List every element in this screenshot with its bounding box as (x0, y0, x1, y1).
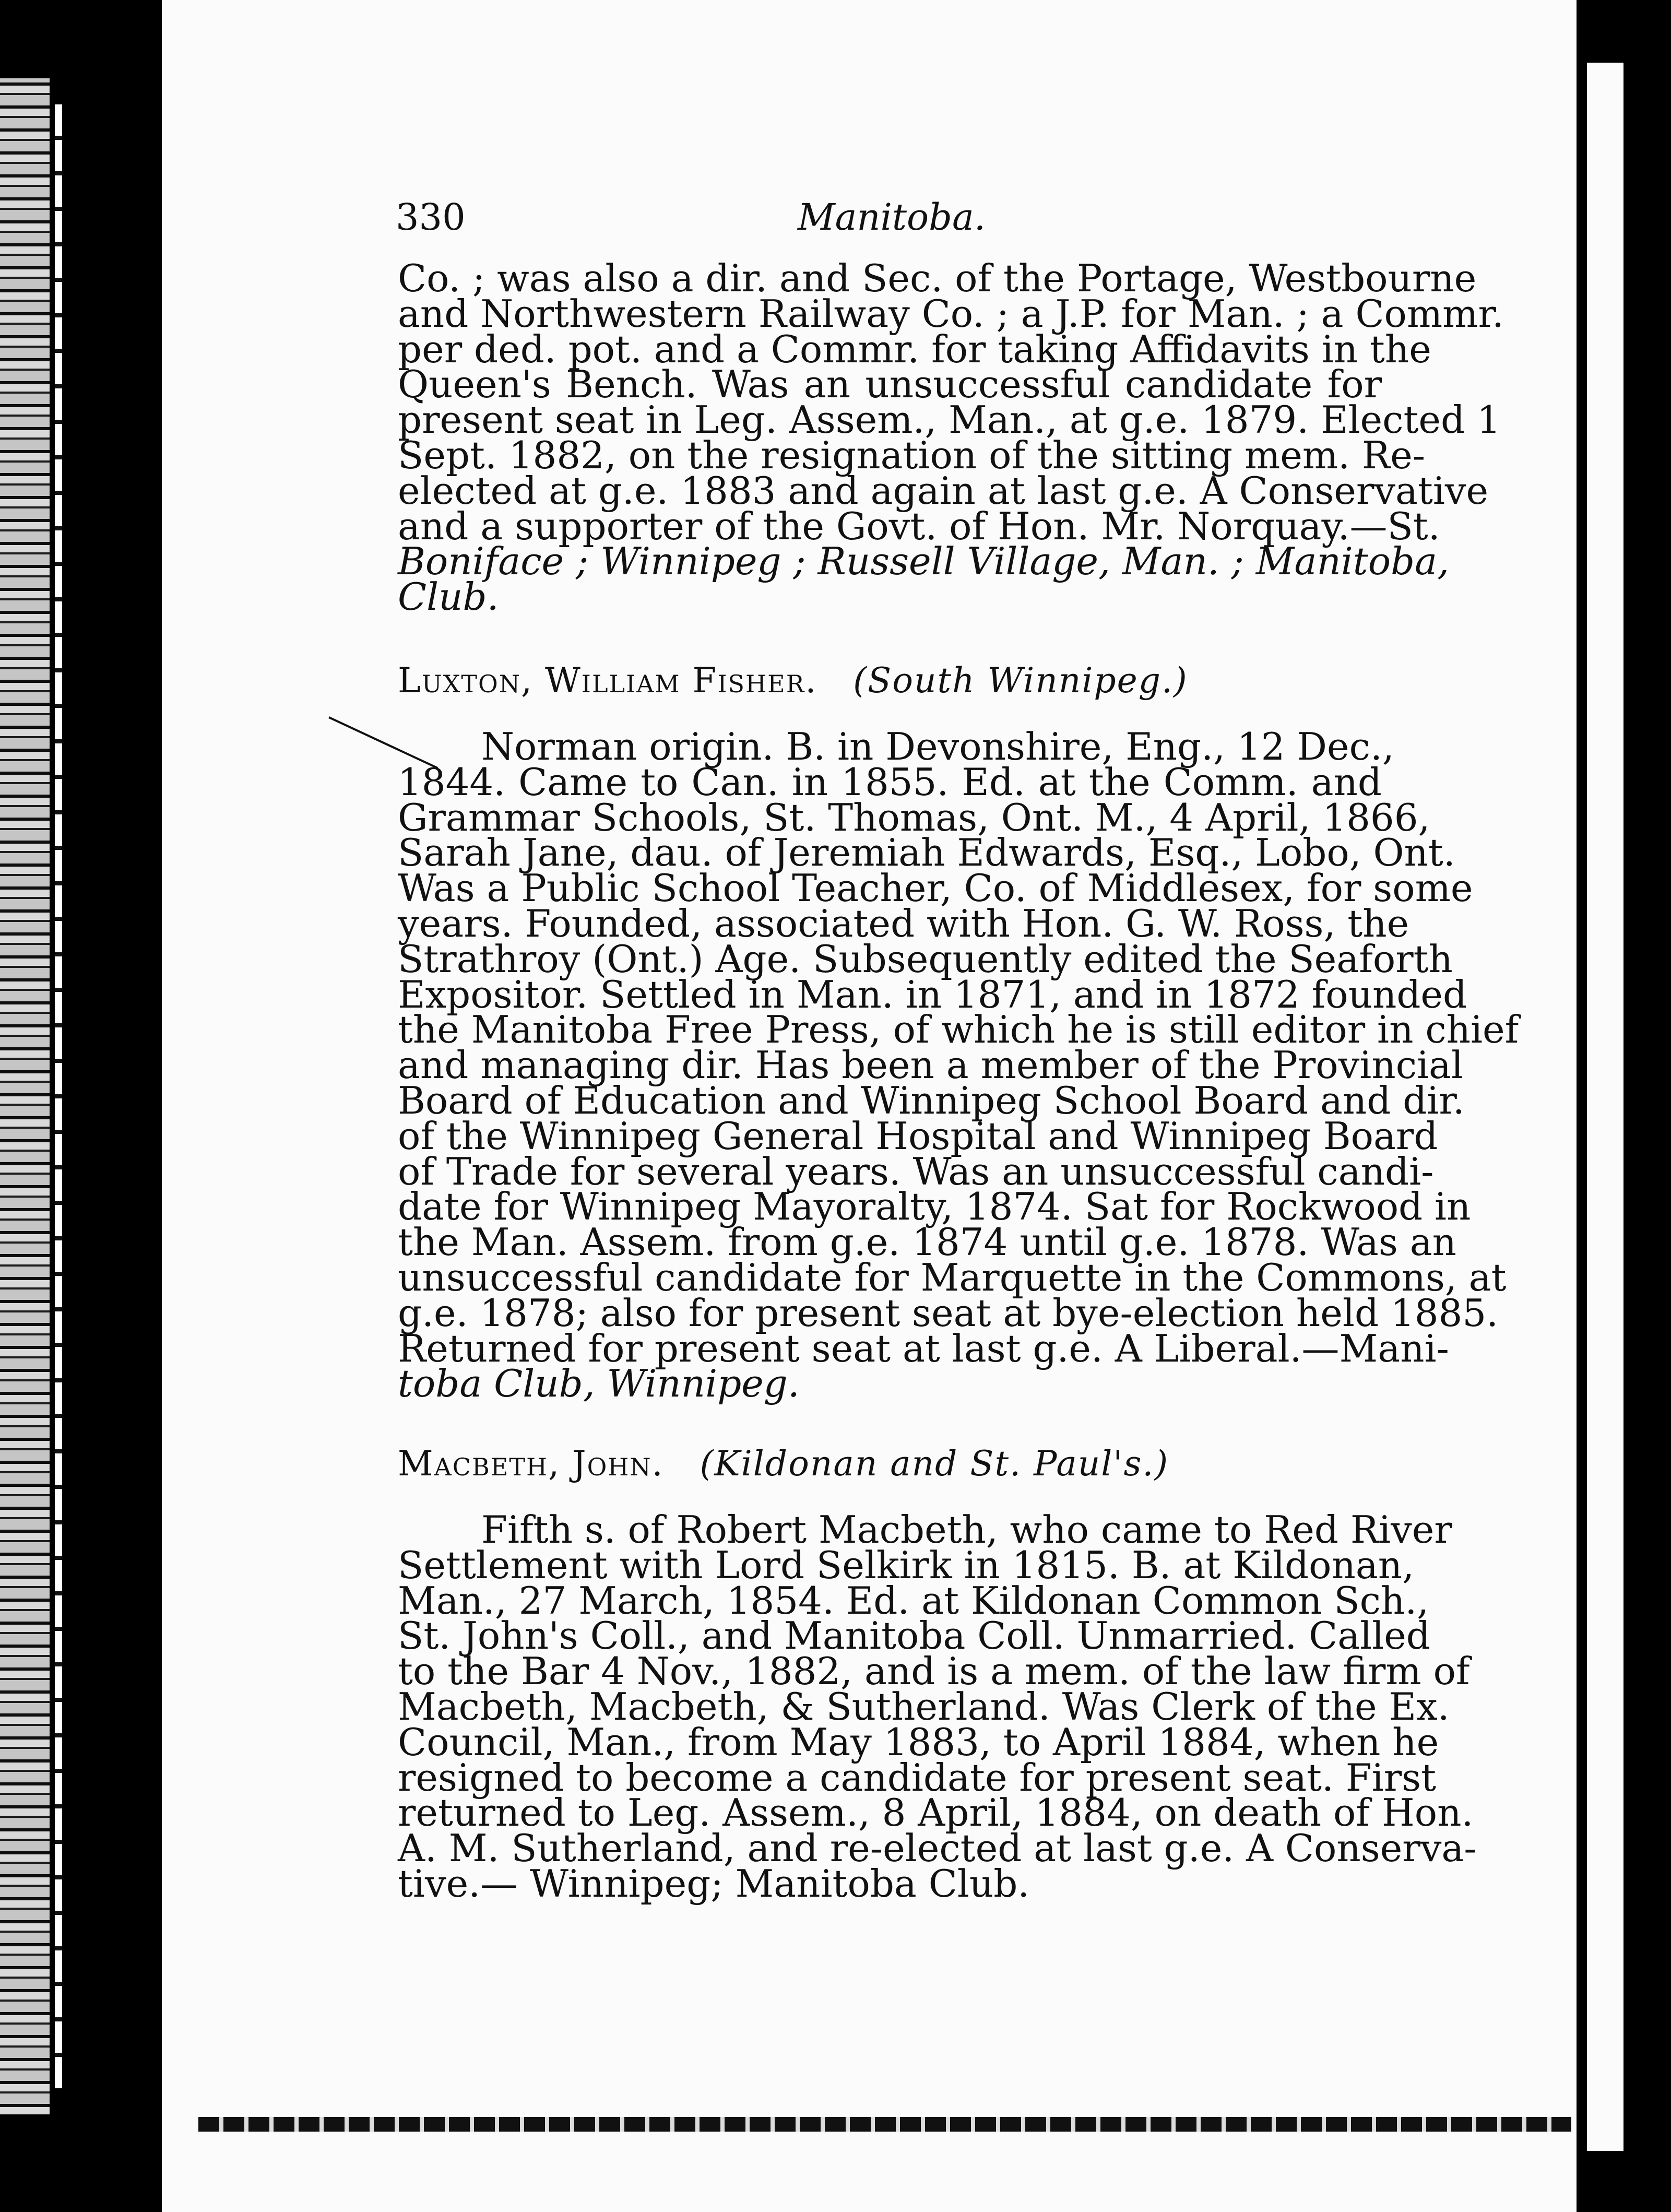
text-line: Settlement with Lord Selkirk in 1815. B. at Kildonan, (398, 1543, 1415, 1587)
text-line: Man., 27 March, 1854. Ed. at Kildonan Common Sch., (398, 1578, 1429, 1623)
text-line: St. John's Coll., and Manitoba Coll. Unmarried. Called (398, 1614, 1430, 1658)
text-line: Sarah Jane, dau. of Jeremiah Edwards, Esq., Lobo, Ont. (398, 831, 1455, 875)
text-line: the Man. Assem. from g.e. 1874 until g.e. 1878. Was an (398, 1220, 1456, 1264)
text-line: Fifth s. of Robert Macbeth, who came to Red River (481, 1508, 1452, 1552)
text-line: date for Winnipeg Mayoralty, 1874. Sat for Rockwood in (398, 1185, 1471, 1229)
entry-name: Macbeth, John. (398, 1444, 664, 1484)
binding-edge-inner (55, 104, 62, 2088)
text-line: resigned to become a candidate for present seat. First (398, 1755, 1436, 1800)
entry-body-luxton (398, 725, 1519, 1406)
page-header (396, 180, 1380, 238)
text-line: Council, Man., from May 1883, to April 1884, when he (398, 1720, 1439, 1764)
text-line: Strathroy (Ont.) Age. Subsequently edited the Seaforth (398, 937, 1453, 981)
right-margin-strip (1587, 63, 1623, 2151)
page-number: 330 (396, 196, 466, 239)
text-line: the Manitoba Free Press, of which he is still editor in chief (398, 1008, 1519, 1052)
text-line: Board of Education and Winnipeg School Board and dir. (398, 1078, 1465, 1122)
bottom-edge (198, 2117, 1571, 2132)
text-line: of the Winnipeg General Hospital and Winnipeg Board (398, 1114, 1438, 1158)
entry-constituency: (Kildonan and St. Paul's.) (700, 1444, 1169, 1484)
text-line: of Trade for several years. Was an unsuccessful candi- (398, 1149, 1434, 1193)
text-line: Norman origin. B. in Devonshire, Eng., 12 Dec., (481, 725, 1394, 768)
text-line: and Northwestern Railway Co. ; a J.P. for Man. ; a Commr. (398, 291, 1504, 336)
text-line: Macbeth, Macbeth, & Sutherland. Was Clerk of the Ex. (398, 1684, 1450, 1729)
text-line: Grammar Schools, St. Thomas, Ont. M., 4 April, 1866, (398, 795, 1430, 839)
text-line: returned to Leg. Assem., 8 April, 1884, on death of Hon. (398, 1791, 1474, 1835)
text-line: Sept. 1882, on the resignation of the sitting mem. Re- (398, 433, 1426, 477)
text-line: Co. ; was also a dir. and Sec. of the Portage, Westbourne (398, 256, 1477, 300)
entry-heading-macbeth (398, 1444, 1169, 1484)
continuation-paragraph (398, 256, 1504, 619)
entry-heading-luxton (398, 660, 1188, 701)
text-line: elected at g.e. 1883 and again at last g.e. A Conservative (398, 468, 1489, 513)
text-line: unsuccessful candidate for Marquette in the Commons, at (398, 1255, 1507, 1299)
text-line: and a supporter of the Govt. of Hon. Mr. Norquay.—St. (398, 504, 1440, 548)
text-line: years. Founded, associated with Hon. G. W. Ross, the (398, 901, 1409, 945)
text-line: A. M. Sutherland, and re-elected at last g.e. A Conserva- (398, 1826, 1477, 1871)
text-line: Queen's Bench. Was an unsuccessful candidate for (398, 362, 1382, 407)
text-line: tive.— Winnipeg; Manitoba Club. (398, 1861, 1030, 1906)
text-line: toba Club, Winnipeg. (398, 1362, 800, 1406)
text-line: Was a Public School Teacher, Co. of Middlesex, for some (398, 866, 1473, 910)
text-line: Expositor. Settled in Man. in 1871, and in 1872 founded (398, 972, 1467, 1016)
entry-body-macbeth (398, 1508, 1477, 1906)
text-line: Returned for present seat at last g.e. A Liberal.—Mani- (398, 1326, 1449, 1370)
text-line: to the Bar 4 Nov., 1882, and is a mem. of the law firm of (398, 1649, 1470, 1694)
text-line: per ded. pot. and a Commr. for taking Affidavits in the (398, 327, 1431, 371)
text-line: and managing dir. Has been a member of the Provincial (398, 1043, 1463, 1087)
text-line: Boniface ; Winnipeg ; Russell Village, Man. ; Manitoba, (398, 539, 1449, 584)
text-line: g.e. 1878; also for present seat at bye-election held 1885. (398, 1291, 1499, 1335)
running-head: Manitoba. (798, 196, 986, 239)
binding-edge (0, 78, 50, 2114)
entry-constituency: (South Winnipeg.) (853, 660, 1188, 701)
text-line: 1844. Came to Can. in 1855. Ed. at the Comm. and (398, 760, 1382, 804)
entry-name: Luxton, William Fisher. (398, 660, 817, 701)
text-line: present seat in Leg. Assem., Man., at g.e. 1879. Elected 1 (398, 398, 1501, 442)
text-line: Club. (398, 575, 499, 619)
